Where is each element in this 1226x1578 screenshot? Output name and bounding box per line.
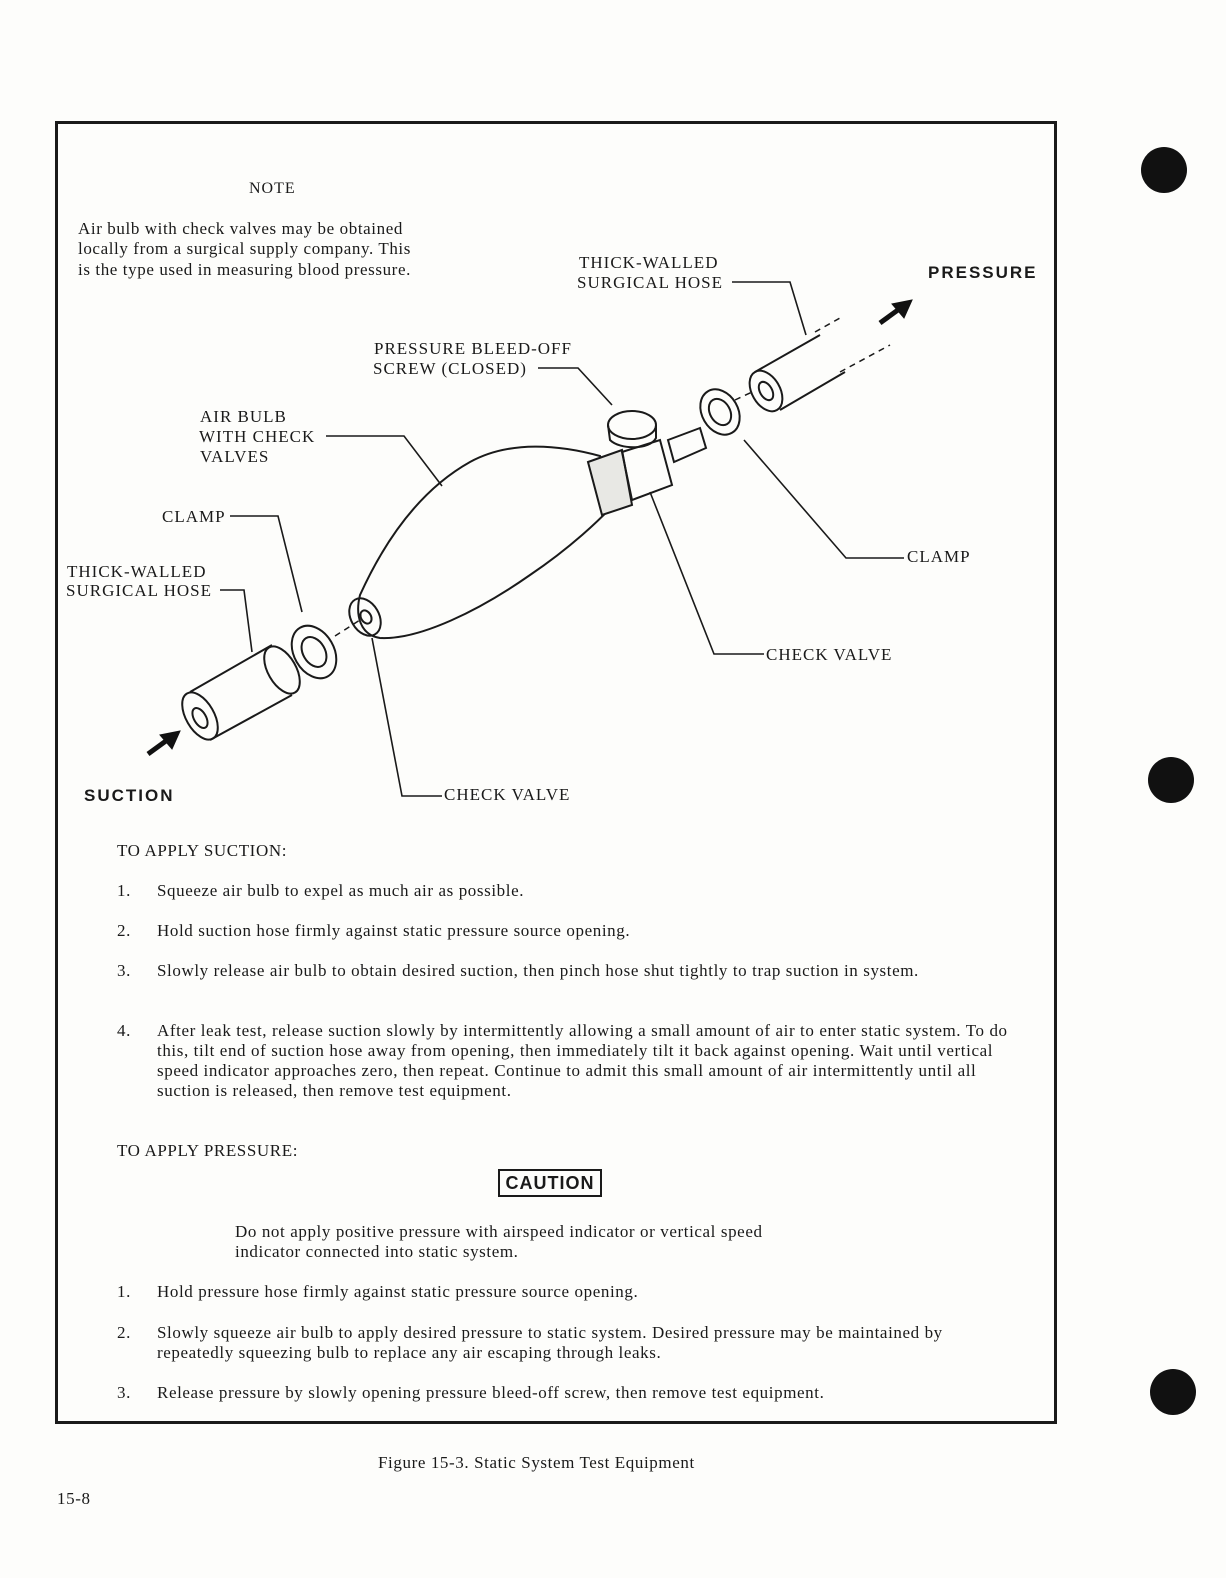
label-hose-left-1: THICK-WALLED [67, 562, 207, 581]
note-line-3: is the type used in measuring blood pressure. [78, 260, 411, 279]
label-clamp-right: CLAMP [907, 547, 971, 566]
leader-clamp-right [744, 440, 904, 558]
label-check-valve-right: CHECK VALVE [766, 645, 893, 664]
figure-caption: Figure 15-3. Static System Test Equipment [378, 1453, 695, 1472]
label-suction: SUCTION [84, 786, 175, 805]
note-line-2: locally from a surgical supply company. This [78, 239, 411, 258]
air-bulb-body [358, 447, 618, 638]
pressure-arrow [880, 300, 912, 323]
bleed-off-screw [608, 411, 656, 439]
leader-hose-left [220, 590, 252, 652]
pressure-heading: TO APPLY PRESSURE: [117, 1141, 299, 1160]
left-clamp [283, 618, 346, 686]
valve-nozzle [668, 428, 706, 462]
label-bulb-1: AIR BULB [200, 407, 287, 426]
label-clamp-left: CLAMP [162, 507, 226, 526]
label-hose-top-2: SURGICAL HOSE [577, 273, 724, 292]
label-pressure: PRESSURE [928, 263, 1038, 282]
suction-hose [190, 645, 292, 740]
label-bulb-2: WITH CHECK [199, 427, 316, 446]
label-hose-left-2: SURGICAL HOSE [66, 581, 213, 600]
leader-air-bulb [326, 436, 442, 486]
label-hose-top-1: THICK-WALLED [579, 253, 719, 272]
suction-arrow [148, 731, 180, 754]
note-heading: NOTE [249, 180, 296, 197]
note-line-1: Air bulb with check valves may be obtained [78, 219, 403, 238]
caution-text-2: indicator connected into static system. [235, 1242, 519, 1261]
suction-heading: TO APPLY SUCTION: [117, 841, 288, 860]
valve-body [622, 440, 672, 500]
label-bulb-3: VALVES [200, 447, 270, 466]
leader-check-valve-bottom [372, 638, 442, 796]
leader-bleed-screw [538, 368, 612, 405]
leader-clamp-left [230, 516, 302, 612]
caution-text-1: Do not apply positive pressure with airspeed indicator or vertical speed [235, 1222, 763, 1241]
caution-badge: CAUTION [498, 1169, 602, 1197]
label-check-valve-bottom: CHECK VALVE [444, 785, 571, 804]
leader-hose-top [732, 282, 806, 335]
label-bleed-1: PRESSURE BLEED-OFF [374, 339, 572, 358]
leader-check-valve-right [650, 492, 764, 654]
label-bleed-2: SCREW (CLOSED) [373, 359, 527, 378]
page-number: 15-8 [57, 1489, 91, 1508]
